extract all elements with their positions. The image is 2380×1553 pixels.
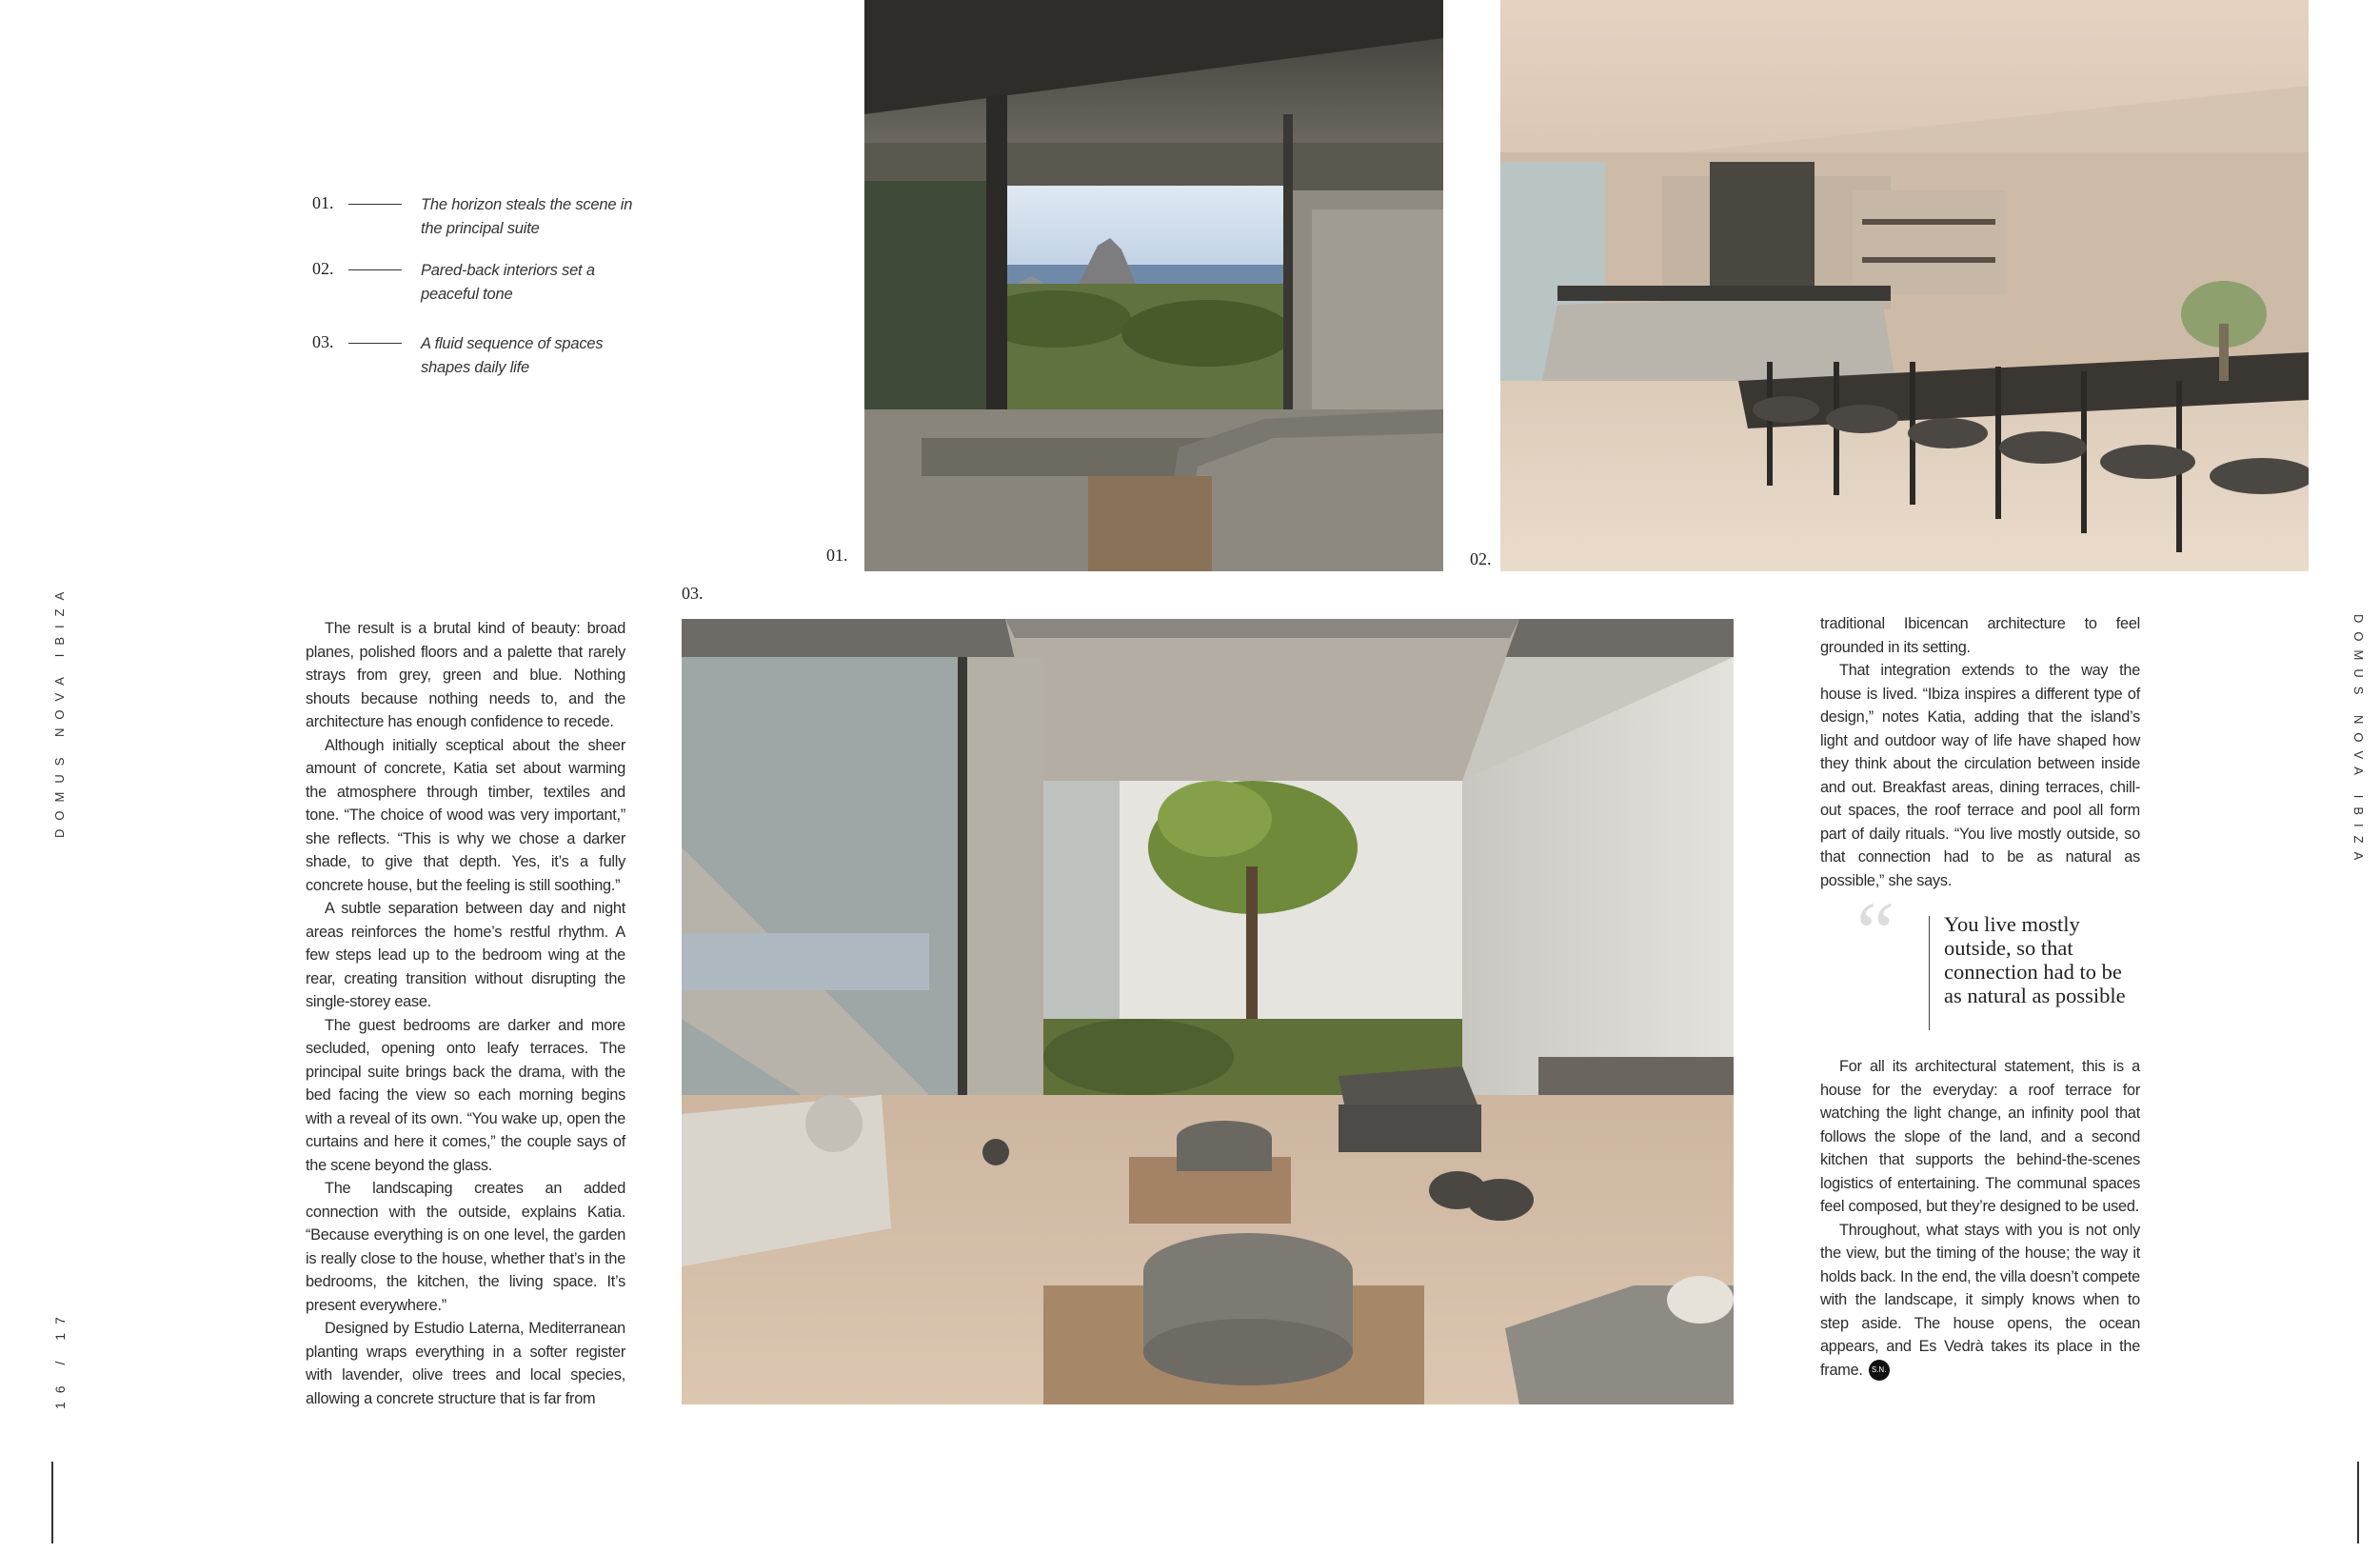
body-paragraph: For all its architectural statement, this is a house for the everyday: a roof terrace for watching the light change, an infinity pool that follows the slope of the land, and a second kitchen that supports the behind-the-scenes logistics of entertaining. The communal spaces feel composed, but they’re designed to be used. — [1820, 1058, 2140, 1215]
pull-quote-mark: “ — [1856, 886, 1894, 980]
pull-quote-rule — [1929, 916, 1930, 1030]
pull-quote: You live mostly outside, so that connection had to be as natural as possible — [1944, 912, 2126, 1007]
body-paragraph-text: Throughout, what stays with you is not only the view, but the timing of the house; the way it holds back. In the end, the villa doesn’t compete with the landscape, it simply knows when to step aside. The house opens, the ocean appears, and Es Vedrà takes its place in the frame. — [1820, 1221, 2140, 1379]
body-paragraph: Although initially sceptical about the sheer amount of concrete, Katia set about warming the atmosphere through timber, textiles and tone. “The choice of wood was very important,” she reflects. “This is why we chose a darker shade, to give that depth. Yes, it’s a fully concrete house, but the feeling is still soothing.” — [306, 736, 625, 894]
caption-item — [312, 193, 649, 241]
kitchen-image — [1500, 0, 2309, 571]
body-paragraph: traditional Ibicencan architecture to feel grounded in its setting. — [1820, 615, 2140, 656]
running-head-right: DOMUS NOVA IBIZA — [2351, 614, 2366, 869]
body-paragraph: A subtle separation between day and night areas reinforces the home’s restful rhythm. A few steps lead up to the bedroom wing at the rear, creating transition without disrupting the single-storey ease. — [306, 900, 625, 1010]
caption-text: A fluid sequence of spaces shapes daily life — [421, 335, 604, 376]
running-head-left: DOMUS NOVA IBIZA — [52, 583, 67, 838]
caption-number: 02. — [312, 259, 334, 278]
caption-dash — [348, 204, 402, 205]
body-paragraph — [1820, 1219, 2140, 1383]
caption-item — [312, 332, 649, 380]
bedroom-image — [864, 0, 1443, 571]
photo-courtyard — [682, 619, 1734, 1404]
caption-text: The horizon steals the scene in the principal suite — [421, 196, 633, 237]
folio-rule-left — [51, 1462, 53, 1543]
page-folio: 16 / 17 — [52, 1308, 68, 1409]
photo-label-03: 03. — [682, 584, 704, 603]
caption-dash — [348, 343, 402, 344]
body-paragraph: That integration extends to the way the house is lived. “Ibiza inspires a different type of design,” notes Katia, adding that the island’s light and outdoor way of life have shaped how they think about the circulation between inside and out. Breakfast areas, dining terraces, chill-out spaces, the roof terrace and pool all form part of daily rituals. “You live mostly outside, so that connection had to be as natural as possible,” she says. — [1820, 662, 2140, 889]
caption-dash — [348, 269, 402, 270]
body-paragraph: The landscaping creates an added connection with the outside, explains Katia. “Because everything is on one level, the garden is really close to the house, whether that’s in the bedrooms, the kitchen, the living space. It’s present everywhere.” — [306, 1180, 625, 1314]
body-paragraph: The result is a brutal kind of beauty: broad planes, polished floors and a palette that rarely strays from grey, green and blue. Nothing shouts because nothing needs to, and the architecture has enough confidence to recede. — [306, 620, 625, 730]
caption-item — [312, 259, 649, 307]
caption-text: Pared-back interiors set a peaceful tone — [421, 262, 595, 303]
body-column-right-top — [1820, 612, 2140, 892]
body-column-left — [306, 617, 625, 1410]
body-paragraph: The guest bedrooms are darker and more secluded, opening onto leafy terraces. The principal suite brings back the drama, with the bed facing the view so each morning begins with a reveal of its own. “You wake up, open the curtains and here it comes,” the couple says of the scene beyond the glass. — [306, 1016, 625, 1174]
photo-kitchen — [1500, 0, 2309, 571]
caption-number: 03. — [312, 332, 334, 351]
photo-label-02: 02. — [1470, 549, 1492, 568]
caption-number: 01. — [312, 193, 334, 212]
photo-label-01: 01. — [826, 546, 848, 565]
body-column-right-bottom — [1820, 1055, 2140, 1382]
photo-bedroom — [864, 0, 1443, 571]
body-paragraph: Designed by Estudio Laterna, Mediterranean planting wraps everything in a softer register with lavender, olive trees and local species, allowing a concrete structure that is far from — [306, 1320, 625, 1407]
end-mark-icon: S.N. — [1869, 1360, 1890, 1381]
courtyard-image — [682, 619, 1734, 1404]
folio-rule-right — [2357, 1462, 2359, 1543]
